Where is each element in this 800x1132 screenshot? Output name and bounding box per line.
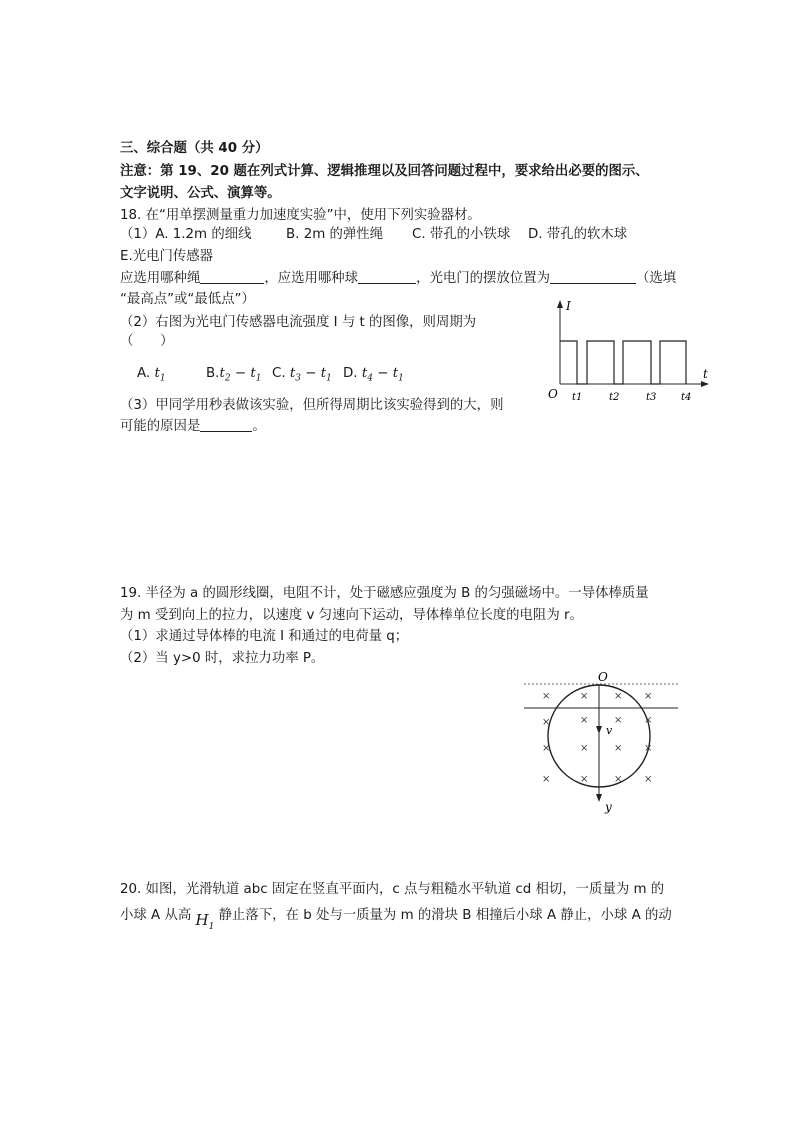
q18-fill-text-3: ，光电门的摆放位置为 bbox=[416, 271, 550, 286]
graph-tick-t3: t3 bbox=[646, 392, 657, 403]
graph-y-label: I bbox=[566, 299, 571, 313]
q18-part3-line1: （3）甲同学用秒表做该实验，但所得周期比该实验得到的大，则 bbox=[120, 398, 504, 413]
q18-option-a: A. 1.2m 的细线 bbox=[155, 227, 252, 242]
graph-x-arrow bbox=[701, 381, 709, 387]
q19-part2: （2）当 y>0 时，求拉力功率 P。 bbox=[120, 651, 325, 666]
q18-fill-text-1: 应选用哪种绳 bbox=[120, 271, 201, 286]
y-axis-arrow bbox=[596, 794, 602, 802]
q18-part2-line2: （ ） bbox=[120, 334, 174, 349]
q18-options-prefix: （1） bbox=[120, 227, 156, 242]
field-mark: × bbox=[614, 691, 623, 702]
graph-y-arrow bbox=[557, 300, 563, 308]
field-mark: × bbox=[644, 715, 653, 726]
origin-label: O bbox=[598, 670, 608, 684]
q18-choice-d[interactable]: D. $t_4 - t_1$ bbox=[343, 366, 404, 384]
q20-line2: 小球 A 从高 $H_1$ 静止落下，在 b 处与一质量为 m 的滑块 B 相撞后小球 A 静止，小球 A 的动 bbox=[120, 908, 672, 932]
field-mark: × bbox=[580, 743, 589, 754]
q18-blank-reason[interactable] bbox=[200, 417, 252, 432]
q18-stem: 18. 在“用单摆测量重力加速度实验”中，使用下列实验器材。 bbox=[120, 208, 481, 223]
q18-option-b: B. 2m 的弹性绳 bbox=[286, 227, 384, 242]
q20-line1: 20. 如图，光滑轨道 abc 固定在竖直平面内，c 点与粗糙水平轨道 cd 相切，一质量为 m 的 bbox=[120, 882, 665, 897]
q18-blank-rope[interactable] bbox=[200, 269, 264, 284]
q18-option-e: E.光电门传感器 bbox=[120, 249, 214, 264]
q18-blank-ball[interactable] bbox=[358, 269, 416, 284]
q18-blank-position[interactable] bbox=[550, 269, 636, 284]
field-mark: × bbox=[614, 715, 623, 726]
q18-option-d: D. 带孔的软木球 bbox=[528, 227, 628, 242]
field-mark: × bbox=[644, 691, 653, 702]
q18-options-row bbox=[120, 225, 252, 245]
graph-x-label: t bbox=[703, 367, 708, 381]
field-mark: × bbox=[580, 715, 589, 726]
q18-fill-text-2: ，应选用哪种球 bbox=[264, 271, 359, 286]
graph-origin: O bbox=[548, 387, 558, 401]
q18-fill-line bbox=[120, 269, 676, 289]
q18-part3-line2: 可能的原因是 。 bbox=[120, 419, 266, 434]
q19-part1: （1）求通过导体棒的电流 I 和通过的电荷量 q； bbox=[120, 629, 409, 644]
q18-option-c: C. 带孔的小铁球 bbox=[412, 227, 511, 242]
section-heading: 三、综合题（共 40 分） bbox=[120, 141, 269, 156]
q18-fill-line2: “最高点”或“最低点”） bbox=[120, 292, 255, 307]
section-note-line1: 注意：第 19、20 题在列式计算、逻辑推理以及回答问题过程中，要求给出必要的图示、 bbox=[120, 164, 649, 179]
field-mark: × bbox=[542, 717, 551, 728]
q18-choice-b[interactable]: $B.t_2 - t_1$ bbox=[206, 366, 262, 384]
q18-choice-c[interactable]: C. $t_3 - t_1$ bbox=[272, 366, 332, 384]
graph-tick-t2: t2 bbox=[609, 392, 620, 403]
section-note-line2: 文字说明、公式、演算等。 bbox=[120, 186, 281, 201]
graph-square-wave bbox=[560, 341, 686, 384]
field-mark: × bbox=[542, 691, 551, 702]
q20-h-symbol: H bbox=[195, 911, 209, 929]
y-axis-label: y bbox=[605, 800, 612, 814]
q18-part2-line1: （2）右图为光电门传感器电流强度 I 与 t 的图像，则周期为 bbox=[120, 315, 477, 330]
field-mark: × bbox=[644, 743, 653, 754]
q18-current-time-graph bbox=[540, 296, 715, 408]
q20-h-sub: 1 bbox=[208, 921, 215, 932]
field-mark: × bbox=[614, 743, 623, 754]
field-mark: × bbox=[644, 774, 653, 785]
q19-line2: 为 m 受到向上的拉力，以速度 v 匀速向下运动，导体棒单位长度的电阻为 r。 bbox=[120, 608, 583, 623]
velocity-arrowhead bbox=[596, 726, 602, 734]
field-mark: × bbox=[580, 774, 589, 785]
field-mark: × bbox=[580, 691, 589, 702]
graph-tick-t1: t1 bbox=[572, 392, 583, 403]
q19-line1: 19. 半径为 a 的圆形线圈，电阻不计，处于磁感应强度为 B 的匀强磁场中。一导体棒质量 bbox=[120, 586, 649, 601]
field-mark: × bbox=[542, 743, 551, 754]
q18-choice-a[interactable]: A. $t_1$ bbox=[137, 366, 166, 384]
velocity-label: v bbox=[606, 724, 613, 737]
field-mark: × bbox=[614, 774, 623, 785]
field-mark: × bbox=[542, 774, 551, 785]
q19-coil-field-figure bbox=[518, 670, 688, 815]
q18-fill-text-4: （选填 bbox=[635, 271, 677, 286]
graph-tick-t4: t4 bbox=[681, 392, 692, 403]
